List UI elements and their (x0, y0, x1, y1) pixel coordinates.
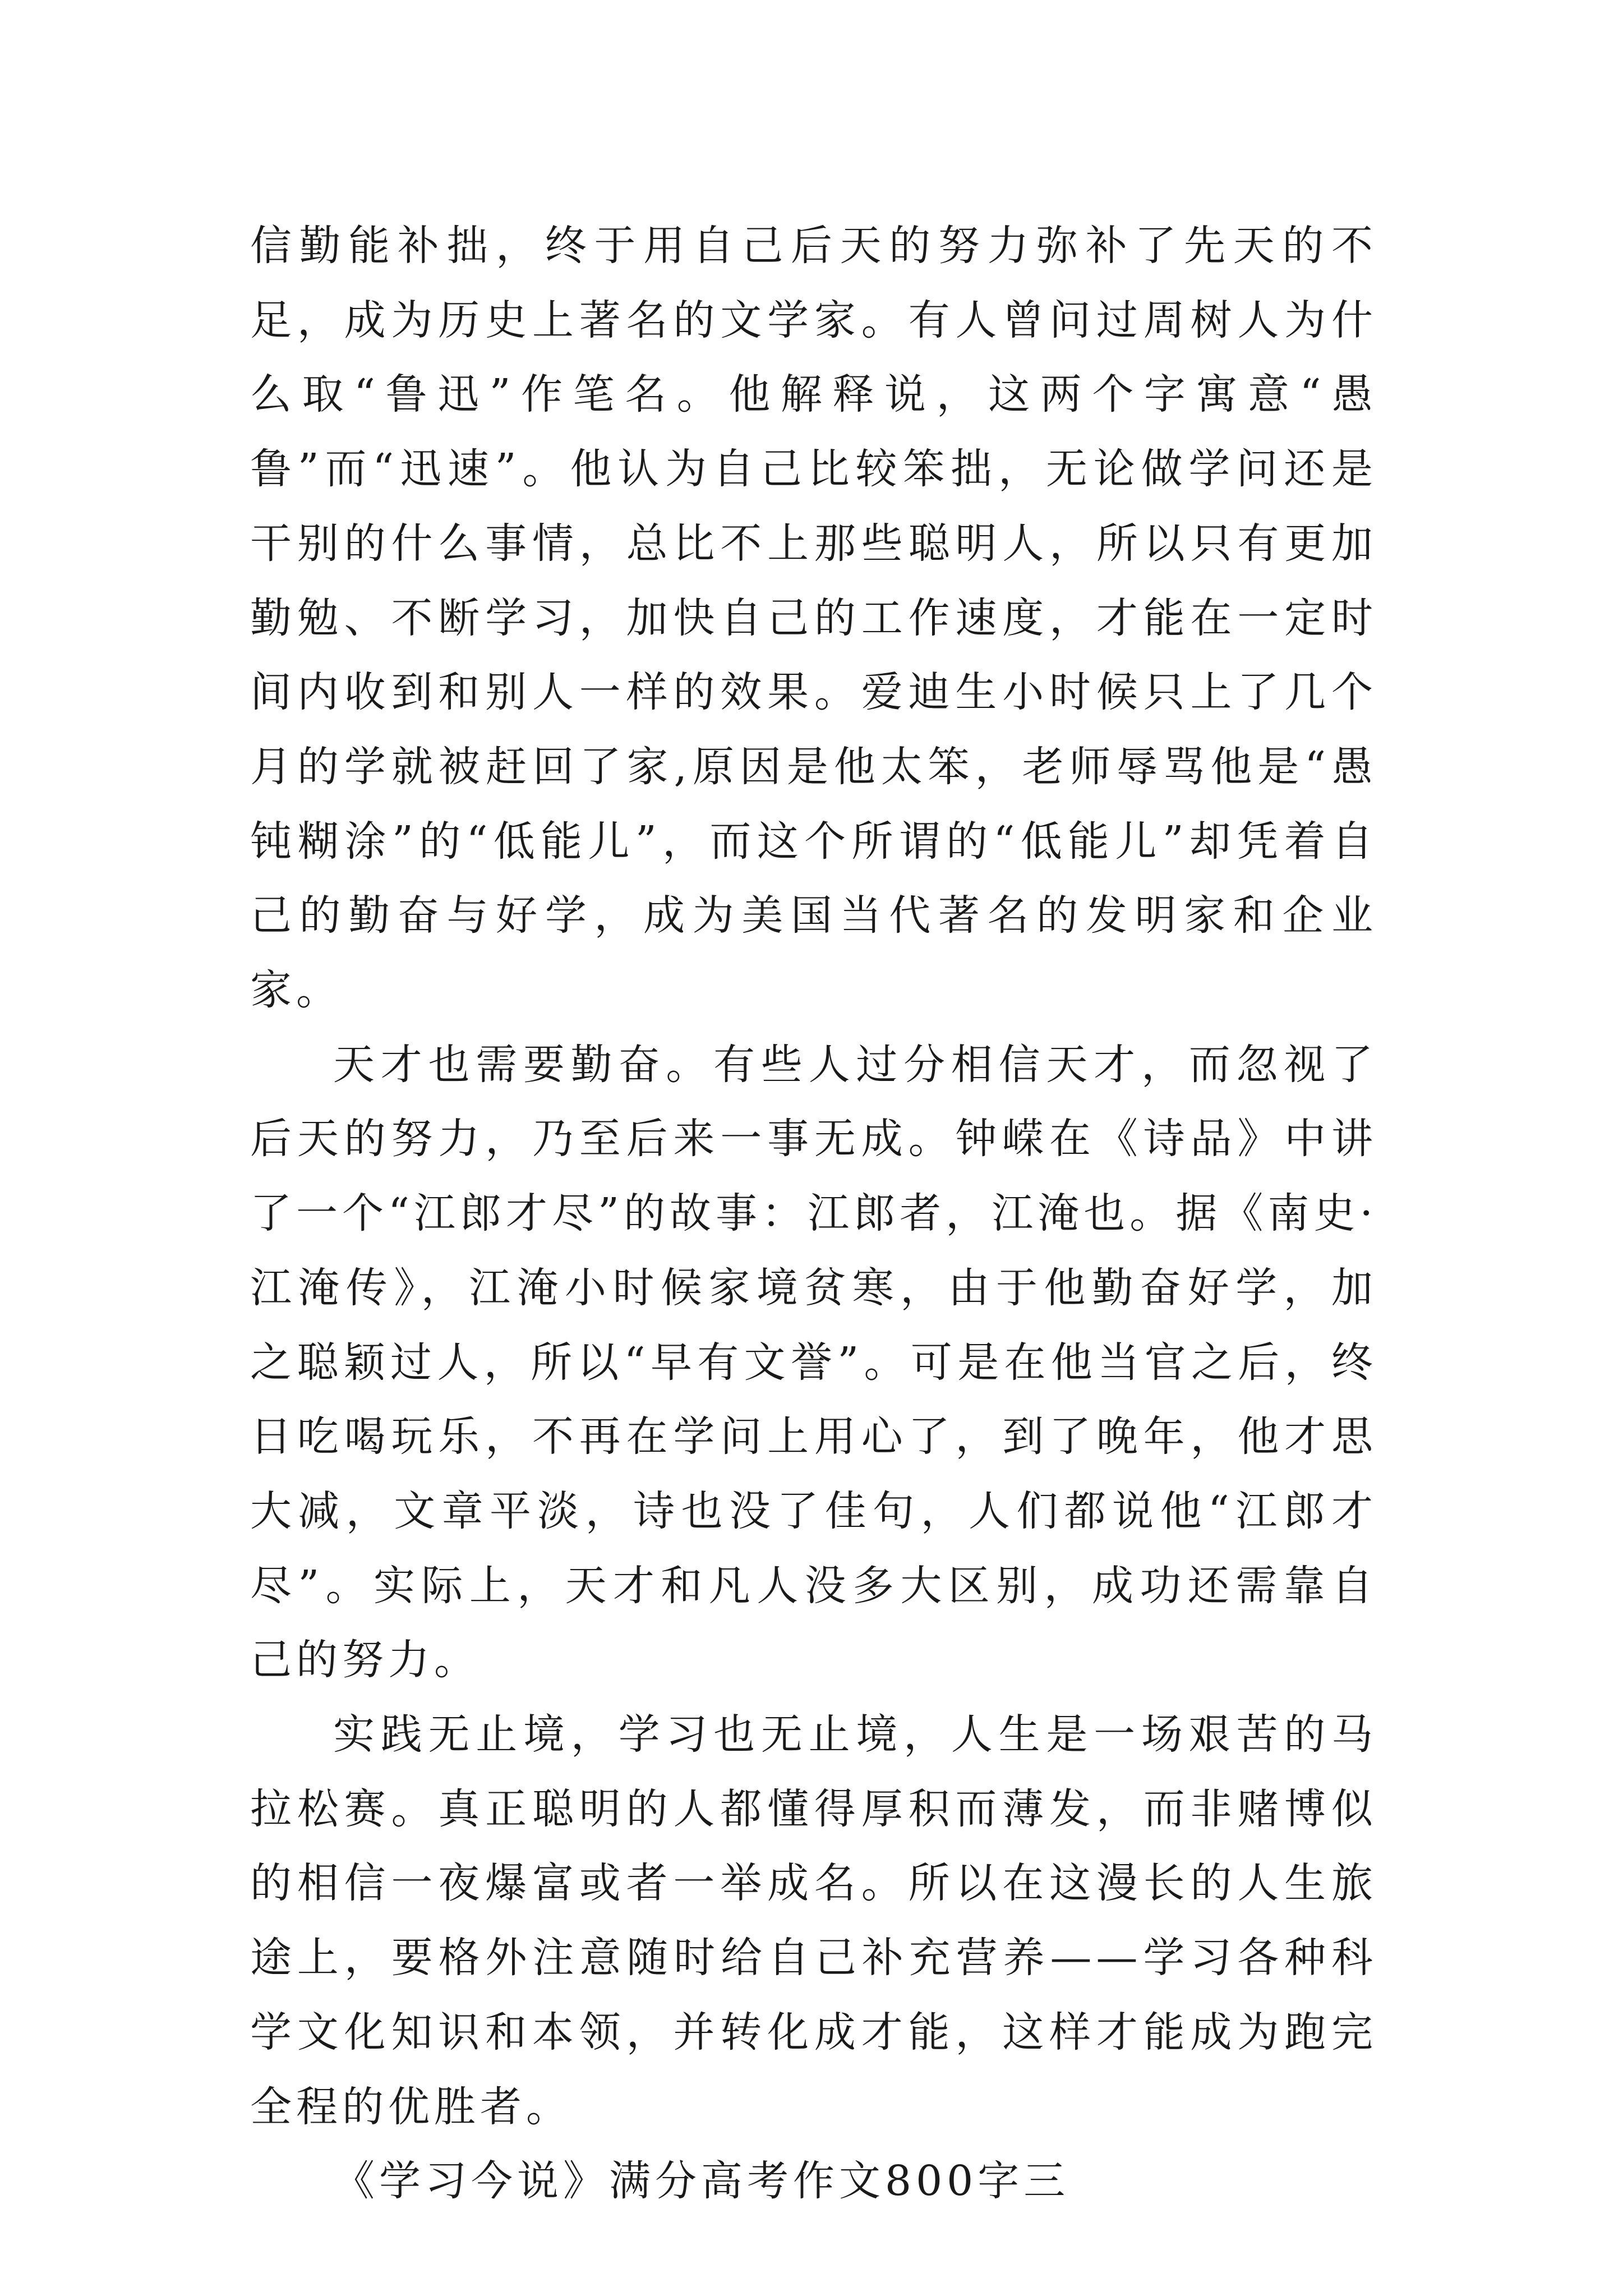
paragraph-3: 实践无止境，学习也无止境，人生是一场艰苦的马拉松赛。真正聪明的人都懂得厚积而薄发，而非赌博似的相信一夜爆富或者一举成名。所以在这漫长的人生旅途上，要格外注意随时给自己补充营养——学习各种科学文化知识和本领，并转化成才能，这样才能成为跑完全程的优胜者。 (250, 1710, 1377, 2131)
essay-title: 《学习今说》满分高考作文800字三 (333, 2157, 1070, 2206)
document-body (250, 209, 1377, 2219)
paragraph-1: 信勤能补拙，终于用自己后天的努力弥补了先天的不足，成为历史上著名的文学家。有人曾问过周树人为什么取“鲁迅”作笔名。他解释说，这两个字寓意“愚鲁”而“迅速”。他认为自己比较笨拙，无论做学问还是干别的什么事情，总比不上那些聪明人，所以只有更加勤勉、不断学习，加快自己的工作速度，才能在一定时间内收到和别人一样的效果。爱迪生小时候只上了几个月的学就被赶回了家,原因是他太笨，老师辱骂他是“愚钝糊涂”的“低能儿”，而这个所谓的“低能儿”却凭着自己的勤奋与好学，成为美国当代著名的发明家和企业家。 (250, 222, 1377, 1015)
paragraph-2: 天才也需要勤奋。有些人过分相信天才，而忽视了后天的努力，乃至后来一事无成。钟嵘在《诗品》中讲了一个“江郎才尽”的故事：江郎者，江淹也。据《南史·江淹传》，江淹小时候家境贫寒，由于他勤奋好学，加之聪颖过人，所以“早有文誉”。可是在他当官之后，终日吃喝玩乐，不再在学问上用心了，到了晚年，他才思大减，文章平淡，诗也没了佳句，人们都说他“江郎才尽”。实际上，天才和凡人没多大区别，成功还需靠自己的努力。 (250, 1040, 1377, 1685)
